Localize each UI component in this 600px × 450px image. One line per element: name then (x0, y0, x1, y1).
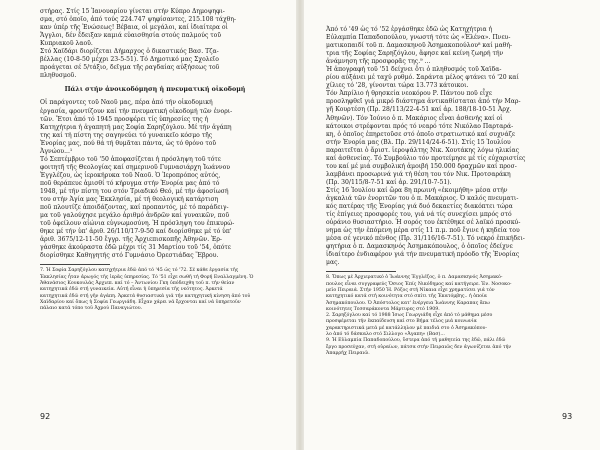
book-gutter (296, 0, 304, 450)
footnote-line: 8. Ὅπως μέ Ἀρχιερατικό ὁ Ἰωάννης Ἐγγλέζος, ὁ π. Δαμασκηνός Ἀσημακό- (326, 275, 503, 281)
text-line: ἀγκαλιά τῶν ἐνοριτῶν του ὁ π. Μακάριος. Ὁ καλός πνευματι- (326, 194, 519, 202)
text-line: ἀνάμνηση τῆς προσφορᾶς της.⁹ ... (326, 58, 431, 66)
text-line: διορίσθηκε Καθηγητής στό Γυμνάσιο Ὀρεστιάδας Ἕβρου. (40, 252, 219, 260)
left-page-body (40, 8, 270, 312)
text-line: Ἄγγλοι, δέν ἔδειξαν καμιά εὐαισθησία στούς παλμούς τοῦ (40, 32, 222, 40)
text-line: πληθυσμοῦ. (40, 72, 77, 80)
text-line: ματικοπαιδί τοῦ π. Δαμασκηνοῦ Ἀσημακοπούλου⁸ καί μαθή- (326, 42, 513, 50)
text-line: στήν Ἐνορία μας (Βλ. Πρ. 29/114/24-6-51). Στίς 15 Ἰουλίου (326, 138, 511, 146)
text-line: ἰδιαίτερο ἐνδιαφέρον γιά τήν πνευματική πρόοδο τῆς Ἐνορίας (326, 251, 520, 259)
text-line: φητήρια ὁ π. Δαμασκηνός Ἀσημακόπουλος, ὁ ὁποῖος ἐδείχνε (326, 243, 513, 251)
footnote-line: Ἀπαρρήχ Πειραιῶ. (326, 350, 370, 356)
text-line: θηκε μέ τήν ὑπ' ἀριθ. 26/110/17-9-50 καί διορίσθηκε μέ τό ὑπ' (40, 228, 232, 236)
text-line: στήρας. Στίς 15 Ἰανουαρίου γίνεται στήν Κύπρο Δημοψηφι- (40, 8, 225, 15)
page-number-right: 93 (562, 412, 573, 421)
right-paragraphs (326, 26, 564, 267)
text-line: Τό Σεπτέμβριο τοῦ '50 ἀποφασίζεται ἡ πρόσληψη τοῦ τότε (40, 155, 221, 163)
text-line: βέλλας (10-8-50 μέχρι 23-5-51). Τό Δημοτικό μας Σχολεῖο (40, 56, 219, 64)
footnote-line: κατηχητικά ἐδῶ στή γυναικεία. Αὐτή εἶναι ἡ ὑπηρεσία τῆς νεότητος. Ἀρκετά (40, 287, 223, 293)
text-line: μα τοῦ γαλούχησε μεγάλο ἀριθμό ἀνδρῶν καί γυναικῶν, ποῦ (40, 212, 230, 220)
footnote-line: Ἐκκλησίας ἦταν ἀρωγός τῆς ἱερᾶς ὑπηρεσίας. Τό '51 εἶχε σωθῆ τή Φορή Εναλλαγμένη. Ὁ (40, 274, 254, 280)
footnote-line: πουλος εἶναι συγγραφεύς Ὄσιος Ἐπίς Νικόδημος καί κατήγειρε. Ἐν. Νοσοκο- (326, 281, 512, 287)
text-line: νημα ὡς τήν ἐπόμενη μέρα στίς 11 π.μ. ποῦ ἔγινε ἡ κηδεία του (326, 227, 520, 235)
text-line: καί ἀσθενείας. Τό Συμβούλιο τόν προτείμησε μέ τίς εὐχαριστίες (326, 154, 526, 162)
text-line: Κυπριακοῦ λαοῦ. (40, 40, 93, 48)
right-footnotes (326, 275, 564, 357)
section-heading: Πάλι στήν ἀνοικοδόμηση ἡ πνευματική οἰκοδομή (64, 86, 246, 94)
left-page (0, 0, 296, 450)
footnote-line: ἔργο προσεύχαν, στή οὐραίων, πάτσα στήν Πειραιῶς δεν ἀγωνίζεται ἀπό τήν (326, 344, 512, 350)
text-line: προάγεται σέ 5/τάξιο, δεῖγμα τῆς ραγδαίας αὐξήσεως τοῦ (40, 64, 220, 72)
text-line: καν ὑπέρ τῆς Ἑνώσεως! Βέβαια, οἱ μεγάλοι, καί ἰδιαίτερα οἱ (40, 24, 228, 32)
text-line: Τόν Ἀπρίλιο ἡ θρησκεία νεοκόρου Ρ. Πάντου ποῦ εἶχε (326, 90, 493, 98)
text-line: παραιτεῖται ὁ ἄριστ. ἱεροψάλτης Νικ. Χουτάκης λόγω ηλικίας (326, 146, 520, 154)
text-line: Ἀθηνῶν). Τόν Ἰούνιο ὁ π. Μακάριος εἶναι ἀσθενής καί οἱ (326, 114, 503, 122)
text-line: κάτοικοι στρέφονται πρός τό νεαρό τότε Νικόλαο Παρταρά- (326, 122, 514, 130)
text-line: (Πρ. 30/115/8-7-51 καί ἀρ. 291/10-7-51). (326, 178, 452, 186)
text-line: γῆ Κουρτέση (Πρ. 28/113/22-4-51 καί ἀρ. 188/18-10-51 Ἀρχ. (326, 106, 512, 114)
text-line: Οἱ παράγοντες τοῦ Ναοῦ μας, πέρα ἀπό τήν οἰκοδομική (40, 99, 213, 107)
text-line: φοιτητῆ τῆς Θεολογίας καί σημερινοῦ Γυμνασιάρχη Ἰωάννου (40, 163, 230, 171)
text-line: ρίου αὐξάνει μέ ταχύ ρυθμό. Σαράντα μέλος φτάνει τό '20 καί (326, 74, 519, 82)
text-line: τίς ἐπίγειες προσφορές του, γιά νά τίς συνεχίσει μπρός στό (326, 211, 512, 219)
text-line: ποῦ πλουτίζε ἀποιδάζοντας, καί προπαντός, μέ τό παράδειγ- (40, 204, 229, 212)
text-line: Ἡ ἀπογραφή τοῦ '51 δείχνει ὅτι ὁ πληθυσμός τοῦ Χαϊδα- (326, 66, 502, 74)
footnote-line: πάλαιο κατά τόπο τοῦ Ἀχρού Παναγιώτου. (40, 306, 143, 312)
text-line: ποῦ θεράπευε ἀμισθί τό κήρυγμα στήν Ἐνορία μας ἀπό τό (40, 179, 220, 187)
text-line: τοῦ ὀφείλουν αἰώνια εὐγνωμοσύνη. Ἡ πρόσληψη του ἐπικυρώ- (40, 220, 235, 228)
text-line: 1948, μέ τήν πίστη του στόν Τριαδικό Θεό, μέ τήν ἀφοσίωσή (40, 187, 229, 195)
footnote-line: Χαϊδαρίου καί ὅπως ἡ Σοφία Γεωργιάδη. Εἶχαν χάρει νά ἔρχονται καί νά ὑπηρετοῦν (40, 299, 241, 305)
footnote-divider (40, 264, 110, 265)
footnote-line: 2. Σαρηζόγλου καί τό 1988 Ἰσως Γεωργιάδη εἶχε ἀπό τό μάθημα μέσο (326, 313, 493, 319)
text-line: Κατηχήτρια ἡ ἀγαπητή μας Σοφία Σαρηζόγλου. Μέ τήν ἀγάπη (40, 123, 232, 131)
footnote-line: 9. Ἡ Εὐλαμπία Παπαδοπούλου, ὕστερα ἀπό τή μαθητεία της ἐδῶ, πάλι ἐδῶ (326, 338, 506, 344)
text-line: σμα, στό ὁποῖο, ἀπό τούς 224.747 ψηφίσαντες, 215.108 τάχθη- (40, 16, 237, 24)
footnote-line: 7. Ἡ Σοφία Σαρηζόγλου κατηχήτρια ἐδῶ ἀπό τό '45 ὡς τό '72. Σέ κάθε ἐργασία τῆς (40, 268, 239, 274)
footnote-line: προσφέρεται τήν ἐκπαίδευση καί στο Βήμα τέλος μιά κοινωνία (326, 319, 477, 325)
footnote-line: κατηχητικό κατά στή κοινότητα στό σπίτι τῆς Ἑκατόμβης.. ἡ ὁποία (326, 294, 487, 300)
text-line: μέσα σέ γενικό πένθος (Πρ. 31/116/16-7-51). Τό νεκρό ἐπικήδει- (326, 235, 525, 243)
text-line: χίλιες τό '28, γίνονται τώρα 13.773 κάτοικοι. (326, 82, 469, 90)
text-line: της καί τή πίστη της σαγηνεύει τό γυναικεῖο κόσμο τῆς (40, 131, 213, 139)
left-paragraph-1 (40, 8, 270, 80)
footnote-line: κατηχητικά ἐδῶ στή γῆν ἀγάπη. Ἀρκετά θυσιαστικά γιά τήν κατηχητική κίνηση ἀπό τοῦ (40, 293, 251, 299)
page-number-left: 92 (40, 412, 51, 421)
text-line: λαμβάνει προσωρινά γιά τή θέση του τόν Νικ. Προτσαράκη (326, 170, 511, 178)
footnote-line: χαρακτηριστικά μετά μέ κατάλληλον μέ παιδιά στο ὁ Ἀσημακόπου- (326, 325, 487, 331)
left-footnotes (40, 268, 270, 312)
footnote-line: κοινότητες Τεσσαράκοντα Μάρτυρες στό 1909. (326, 306, 440, 312)
text-line: μας. (326, 259, 340, 267)
text-line: ἐργασία, φροντίζουν καί τήν πνευματική οἰκοδομή τῶν ἐνορι- (40, 107, 233, 115)
right-page (304, 0, 600, 450)
text-line: Εὐλαμπία Παπαδοπούλου, γνωστή τότε ὡς «Ἑλένα». Πνευ- (326, 34, 511, 42)
footnote-divider (326, 271, 396, 272)
footnote-line: Ἀθανάσιος Κουκουλάς Ἀρχιεπ. καί τό – Ἀντωνίου Γκη ὑπόδειχθη τοῦ π. τήν θείαν (40, 281, 235, 286)
text-line: Ἀπό τό '49 ὡς τό '52 ἐργάσθηκε ἐδῶ ὡς Κατηχήτρια ἡ (326, 26, 493, 33)
text-line: του καί μέ μιά συμβολική ἀμοιβή 150.000 δραχμῶν καί προσ- (326, 162, 517, 170)
text-line: Ἀγνώου...¹ (40, 147, 73, 155)
footnote-line: λο ἀπό τό δάσκαλο στό Σιλλογο «Ἀγαπη» (Βασ)... (326, 332, 445, 338)
text-line: Στίς 16 Ἰουλίου καί ὥρα 8η πρωινή «ἐκοιμήθη» μέσα στήν (326, 186, 508, 194)
text-line: προσληφθεῖ γιά μικρό διάστημα ἀντικαθίσταται ἀπό τήν Μαρ- (326, 98, 521, 106)
left-paragraph-2 (40, 99, 270, 260)
text-line: τῶν. Ἔτσι ἀπό τό 1945 προσφέρει τίς ὑπηρεσίες της ἡ (40, 115, 209, 123)
text-line: γάσθηκε ἀκούραστα ἐδῶ μέχρι τίς 31 Μαρτίου τοῦ '54, ὁπότε (40, 244, 231, 252)
footnote-line: Ἀσημακόπουλου. Ὁ Ἀπόστολος κατ' ἐνέργεια Ἰωάννης Καραπας ἄπω (326, 300, 490, 306)
text-line: Ἐνορίας μας, πού θά τή θυμᾶται πάντα, ὡς τό θρόνο τοῦ (40, 139, 217, 147)
text-line: οὐράνιο θυσιαστήριο. Ἡ σορός του ἐκτέθηκε σέ λαϊκό προσκύ- (326, 219, 521, 227)
text-line: Ἐγγλέζου, ὡς ἱεροκήρυκα τοῦ Ναοῦ. Ὁ Ἱεροπρόπος αὐτός, (40, 171, 221, 179)
text-line: Στό Χαϊδάρι διορίζεται Δήμαρχος ὁ δικαστικός Βασ. Τζα- (40, 48, 219, 56)
text-line: του στήν Ἁγία μας Ἐκκλησία, μέ τή θεολογική κατάρτιση (40, 196, 219, 204)
text-line: ἀριθ. 3675/12-11-50 ἔγγρ. τῆς Ἀρχιεπισκοπῆς Ἀθηνῶν. Ἐρ- (40, 236, 222, 244)
text-line: κός πατέρας τῆς Ἐνορίας γιά δυό δεκαετίες διακόπτει τώρα (326, 203, 513, 211)
text-line: τρια τῆς Σοφίας Σαρηζόγλου, ἄφησε καί κείνη ζωηρή τήν (326, 50, 504, 58)
right-page-body (326, 26, 564, 357)
text-line: κη, ὁ ὁποῖος ἐπηρετοῦσε στό ὁποῖο στρατιωτικό καί συχνάζε (326, 130, 516, 138)
footnote-line: μεῖο Πειραιά. Στήν 1950 Ἡ. Ρόζος στή Νίκαια εἶχε χρηματίσει γιά τόν (326, 288, 495, 293)
